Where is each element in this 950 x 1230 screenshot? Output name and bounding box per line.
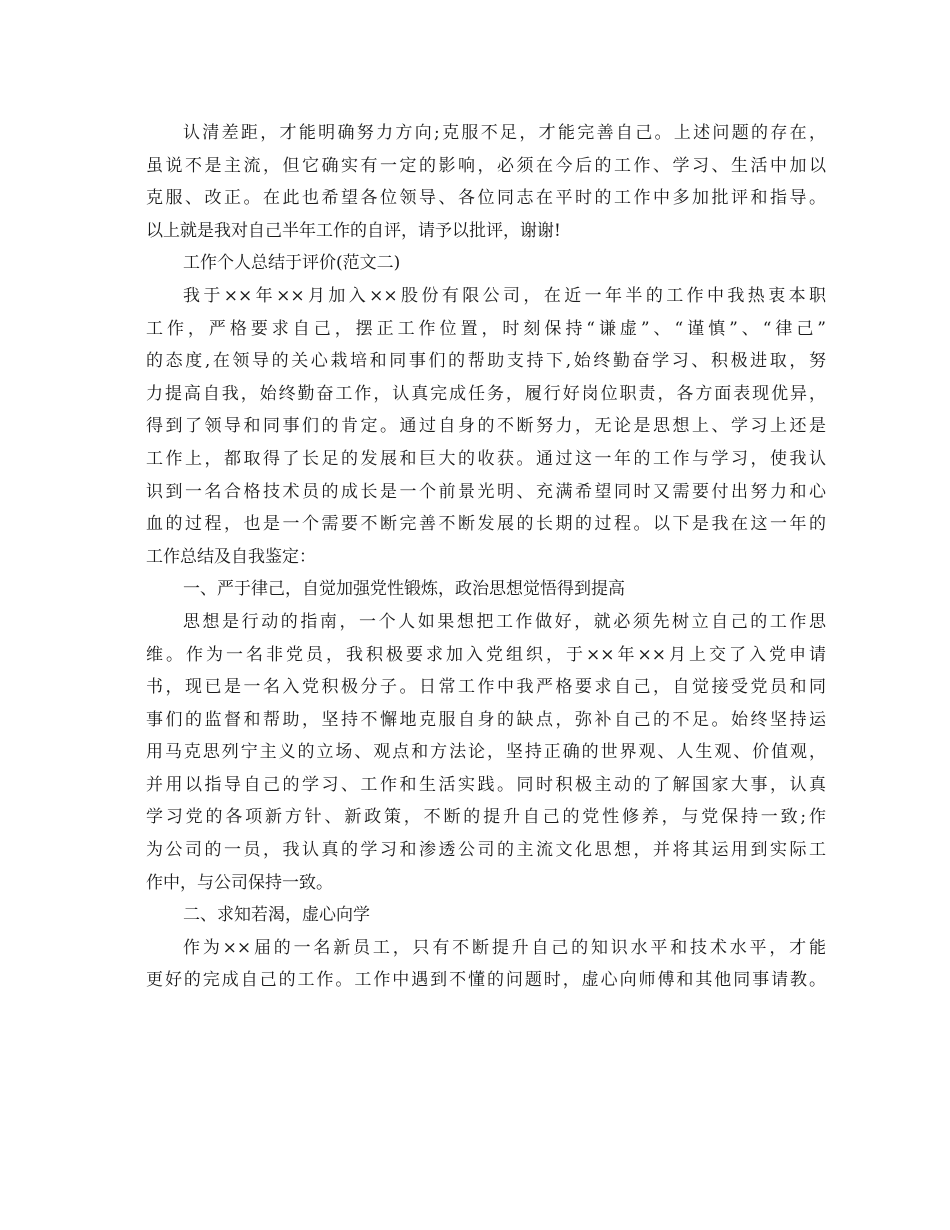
text-line: 力提高自我，始终勤奋工作，认真完成任务，履行好岗位职责，各方面表现优异， [146, 383, 826, 404]
text-line: 工作上，都取得了长足的发展和巨大的收获。通过这一年的工作与学习，使我认 [146, 448, 826, 469]
section-heading: 一、严于律己，自觉加强党性锻炼，政治思想觉悟得到提高 [183, 579, 625, 600]
text-line: 思想是行动的指南，一个人如果想把工作做好，就必须先树立自己的工作思 [183, 611, 826, 632]
text-line: 用马克思列宁主义的立场、观点和方法论，坚持正确的世界观、人生观、价值观， [146, 742, 826, 763]
text-line: 更好的完成自己的工作。工作中遇到不懂的问题时，虚心向师傅和其他同事请教。 [146, 970, 826, 991]
text-line: 血的过程，也是一个需要不断完善不断发展的长期的过程。以下是我在这一年的 [146, 514, 826, 535]
text-line: 的态度,在领导的关心栽培和同事们的帮助支持下,始终勤奋学习、积极进取，努 [146, 351, 826, 372]
text-line: 识到一名合格技术员的成长是一个前景光明、充满希望同时又需要付出努力和心 [146, 481, 826, 502]
text-line: 认清差距，才能明确努力方向;克服不足，才能完善自己。上述问题的存在， [183, 123, 826, 143]
text-line: 并用以指导自己的学习、工作和生活实践。同时积极主动的了解国家大事，认真 [146, 774, 826, 795]
text-line: 虽说不是主流，但它确实有一定的影响，必须在今后的工作、学习、生活中加以 [146, 155, 826, 176]
section-heading: 二、求知若渴，虚心向学 [183, 905, 370, 926]
text-line: 作为××届的一名新员工，只有不断提升自己的知识水平和技术水平，才能 [183, 937, 826, 958]
text-line: 为公司的一员，我认真的学习和渗透公司的主流文化思想，并将其运用到实际工 [146, 840, 826, 861]
text-line: 作中，与公司保持一致。 [146, 872, 333, 893]
text-line: 工作，严格要求自己，摆正工作位置，时刻保持“谦虚”、“谨慎”、“律己” [146, 318, 826, 339]
section-title: 工作个人总结于评价(范文二) [183, 253, 401, 274]
text-line: 书，现已是一名入党积极分子。日常工作中我严格要求自己，自觉接受党员和同 [146, 677, 826, 698]
text-line: 克服、改正。在此也希望各位领导、各位同志在平时的工作中多加批评和指导。 [146, 188, 826, 209]
text-line: 我于××年××月加入××股份有限公司，在近一年半的工作中我热衷本职 [183, 285, 826, 306]
text-line: 得到了领导和同事们的肯定。通过自身的不断努力，无论是思想上、学习上还是 [146, 416, 826, 437]
text-line: 工作总结及自我鉴定： [146, 546, 316, 567]
text-line: 学习党的各项新方针、新政策，不断的提升自己的党性修养，与党保持一致;作 [146, 807, 826, 828]
document-body [146, 117, 826, 997]
text-line: 事们的监督和帮助，坚持不懈地克服自身的缺点，弥补自己的不足。始终坚持运 [146, 709, 826, 730]
text-line: 以上就是我对自己半年工作的自评，请予以批评，谢谢! [146, 220, 561, 241]
text-line: 维。作为一名非党员，我积极要求加入党组织，于××年××月上交了入党申请 [146, 644, 826, 665]
